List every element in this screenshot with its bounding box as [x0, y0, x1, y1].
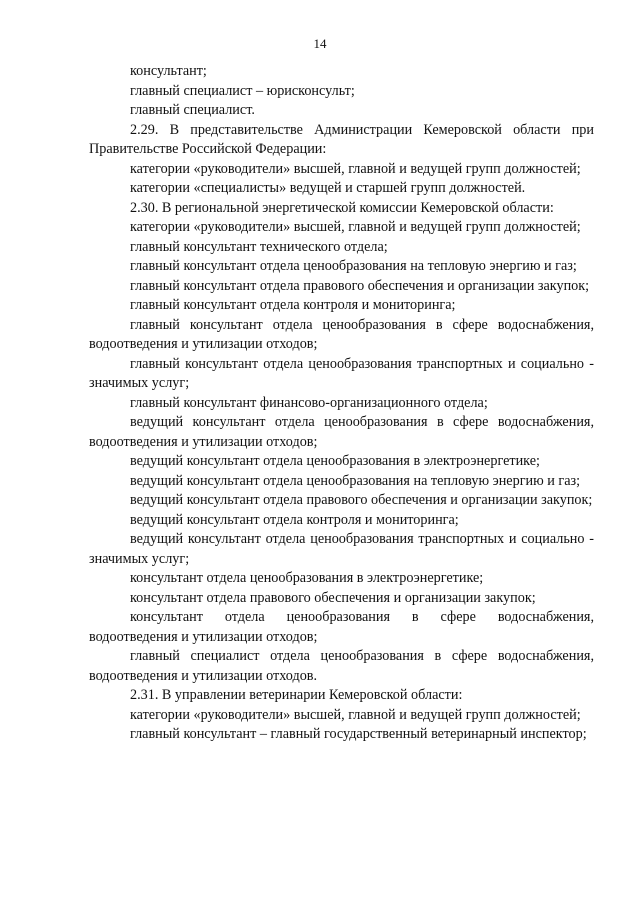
paragraph: главный консультант финансово-организационного отдела; — [130, 394, 488, 411]
paragraph: главный консультант – главный государственный ветеринарный инспектор; — [130, 726, 587, 742]
document-body — [89, 62, 594, 745]
paragraph: главный специалист – юрисконсульт; — [130, 82, 355, 99]
paragraph: ведущий консультант отдела ценообразования в электроэнергетике; — [130, 453, 540, 469]
section-heading-2-31: 2.31. В управлении ветеринарии Кемеровской области: — [130, 687, 463, 703]
paragraph: консультант отдела ценообразования в электроэнергетике; — [130, 570, 484, 586]
paragraph: ведущий консультант отдела ценообразования на тепловую энергию и газ; — [130, 472, 581, 489]
paragraph: категории «руководители» высшей, главной и ведущей групп должностей; — [130, 219, 581, 235]
paragraph: ведущий консультант отдела ценообразования транспортных и социально - значимых услуг; — [89, 531, 594, 567]
paragraph: категории «руководители» высшей, главной и ведущей групп должностей; — [130, 706, 581, 723]
section-heading-2-29: 2.29. В представительстве Администрации Кемеровской области при Правительстве Российской Федерации: — [89, 121, 594, 157]
paragraph: ведущий консультант отдела контроля и мониторинга; — [130, 511, 459, 528]
paragraph: консультант отдела правового обеспечения и организации закупок; — [130, 589, 536, 606]
paragraph: главный специалист отдела ценообразования в сфере водоснабжения, водоотведения и утилизации отходов. — [89, 648, 594, 684]
paragraph: главный консультант отдела контроля и мониторинга; — [130, 297, 456, 313]
paragraph: ведущий консультант отдела ценообразования в сфере водоснабжения, водоотведения и утилизации отходов; — [89, 414, 594, 450]
paragraph: главный консультант отдела правового обеспечения и организации закупок; — [130, 277, 590, 294]
paragraph: консультант; — [130, 63, 207, 79]
paragraph: консультант отдела ценообразования в сфере водоснабжения, водоотведения и утилизации отходов; — [89, 609, 594, 645]
section-heading-2-30: 2.30. В региональной энергетической комиссии Кемеровской области: — [130, 199, 554, 216]
paragraph: главный консультант отдела ценообразования транспортных и социально - значимых услуг; — [89, 355, 594, 391]
paragraph: ведущий консультант отдела правового обеспечения и организации закупок; — [130, 492, 593, 508]
paragraph: категории «специалисты» ведущей и старшей групп должностей. — [130, 180, 526, 196]
paragraph: главный консультант отдела ценообразования на тепловую энергию и газ; — [130, 258, 577, 274]
paragraph: главный специалист. — [130, 102, 255, 118]
paragraph: категории «руководители» высшей, главной и ведущей групп должностей; — [130, 160, 581, 177]
page-number: 14 — [313, 36, 327, 51]
paragraph: главный консультант технического отдела; — [130, 238, 388, 255]
paragraph: главный консультант отдела ценообразования в сфере водоснабжения, водоотведения и утилизации отходов; — [89, 316, 594, 352]
